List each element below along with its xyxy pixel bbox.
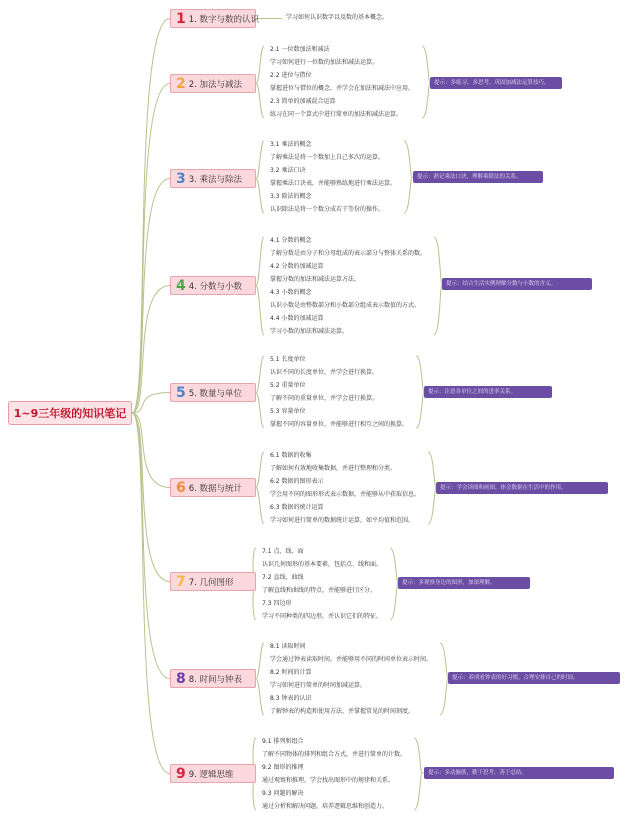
branch-details-8 [270, 640, 432, 718]
note-bracket-bottom-9 [414, 773, 422, 810]
detail-bracket-bottom-6 [256, 488, 264, 525]
detail-bracket-bottom-4 [256, 286, 264, 336]
tip-note-6[interactable]: 提示：学会读图和画图，体会数据在生活中的作用。 [436, 482, 608, 494]
note-bracket-bottom-8 [440, 678, 448, 715]
detail-line: 了解分数是由分子和分母组成的表示部分与整体关系的数。 [270, 250, 427, 257]
detail-bracket-bottom-3 [256, 179, 264, 214]
detail-line: 学习如何进行简单的数据统计运算，如平均值和范围。 [270, 517, 415, 524]
detail-line: 9.1 排列和组合 [262, 738, 304, 745]
detail-line: 学习如何进行简单的时间加减运算。 [270, 682, 367, 689]
branch-details-7 [262, 545, 382, 623]
branch-label: 2. 加法与减法 [188, 79, 243, 90]
branch-label: 3. 乘法与除法 [188, 174, 243, 185]
branch-node-4[interactable] [170, 276, 256, 295]
branch-number: 6 [176, 479, 186, 496]
detail-line: 3.3 除法的概念 [270, 193, 312, 200]
detail-bracket-top-5 [256, 356, 264, 393]
detail-line: 7.2 直线、曲线 [262, 574, 304, 581]
note-bracket-bottom-5 [416, 392, 424, 428]
detail-line: 掌握乘法口诀表，并能够熟练地进行乘法运算。 [270, 180, 397, 187]
detail-bracket-top-6 [256, 452, 264, 488]
note-bracket-top-5 [416, 356, 424, 392]
note-bracket-bottom-6 [428, 488, 436, 524]
branch-label: 6. 数据与统计 [188, 483, 243, 494]
tip-note-9[interactable]: 提示：多动脑筋，勤于思考，善于总结。 [424, 767, 614, 779]
tip-note-8[interactable]: 提示：养成看钟表的好习惯，合理安排自己的时间。 [448, 672, 620, 684]
detail-line: 3.1 乘法的概念 [270, 141, 312, 148]
detail-line: 学会用不同的图形形式表示数据，并能够从中获取信息。 [270, 491, 421, 498]
root-link-8 [132, 413, 170, 679]
detail-bracket-top-4 [256, 237, 264, 286]
detail-line: 认识除法是将一个数分成若干等份的操作。 [270, 206, 385, 213]
branch-node-9[interactable] [170, 764, 256, 783]
branch-node-5[interactable] [170, 383, 256, 402]
detail-line: 2.3 简单的加减混合运算 [270, 98, 336, 105]
branch-number: 8 [176, 670, 186, 687]
branch-number: 1 [176, 10, 186, 27]
detail-line: 练习在同一个算式中进行简单的加法和减法运算。 [270, 111, 403, 118]
detail-line: 3.2 乘法口诀 [270, 167, 306, 174]
branch-node-8[interactable] [170, 669, 256, 688]
branch-node-7[interactable] [170, 572, 256, 591]
branch-node-3[interactable] [170, 169, 256, 188]
root-link-2 [132, 84, 170, 414]
detail-line: 了解如何有效地收集数据，并进行整理和分类。 [270, 465, 397, 472]
branch-label: 4. 分数与小数 [188, 281, 243, 292]
detail-line: 2.2 进位与借位 [270, 72, 312, 79]
detail-bracket-top-2 [256, 46, 264, 84]
root-node[interactable]: 1~9三年级的知识笔记 [8, 401, 132, 425]
note-bracket-bottom-4 [434, 284, 442, 335]
detail-line: 7.1 点、线、面 [262, 548, 304, 555]
note-bracket-bottom-7 [390, 583, 398, 620]
detail-line: 6.2 数据的图形表示 [270, 478, 324, 485]
branch-number: 4 [176, 277, 186, 294]
detail-line: 4.3 小数的概念 [270, 289, 312, 296]
note-bracket-top-3 [404, 141, 412, 177]
detail-line: 5.3 容量单位 [270, 408, 306, 415]
branch-label: 8. 时间与钟表 [188, 674, 243, 685]
detail-line: 学习小数的加法和减法运算。 [270, 328, 349, 335]
branch-number: 9 [176, 765, 186, 782]
branch-label: 7. 几何图形 [188, 577, 234, 588]
detail-bracket-bottom-5 [256, 393, 264, 429]
detail-line: 7.3 四边形 [262, 600, 292, 607]
tip-note-7[interactable]: 提示：多观察身边的图形，加深理解。 [398, 577, 530, 589]
detail-line: 4.2 分数的加减运算 [270, 263, 324, 270]
detail-line: 了解钟表的构造和使用方法，并掌握常见的时间刻度。 [270, 708, 415, 715]
detail-line: 学会通过钟表读取时间，并能够用不同的时间单位表示时间。 [270, 656, 433, 663]
note-bracket-top-8 [440, 643, 448, 678]
branch-number: 3 [176, 170, 186, 187]
detail-line: 通过观察和推理，学会找出图形中的规律和关系。 [262, 777, 395, 784]
detail-bracket-bottom-8 [256, 679, 264, 716]
detail-line: 5.2 重量单位 [270, 382, 306, 389]
detail-line: 认识小数是由整数部分和小数部分组成表示数值的方式。 [270, 302, 421, 309]
detail-line: 学习如何认识数字以及数的基本概念。 [286, 14, 389, 21]
tip-note-2[interactable]: 提示：多练习、多思考，巩固加减法运算技巧。 [430, 77, 562, 89]
detail-line: 8.1 读取时间 [270, 643, 306, 650]
branch-details-3 [270, 138, 396, 216]
detail-line: 4.1 分数的概念 [270, 237, 312, 244]
note-bracket-bottom-2 [422, 83, 430, 118]
note-bracket-top-9 [414, 738, 422, 773]
branch-details-4 [270, 234, 426, 338]
detail-bracket-top-3 [256, 141, 264, 179]
detail-line: 学习如何进行一位数的加法和减法运算。 [270, 59, 379, 66]
detail-line: 了解不同物体的排列和组合方式，并进行简单的计数。 [262, 751, 407, 758]
detail-line: 掌握分数的加法和减法运算方法。 [270, 276, 361, 283]
branch-details-9 [262, 735, 406, 813]
root-link-9 [132, 413, 170, 774]
detail-line: 了解乘法是将一个数加上自己多次的运算。 [270, 154, 385, 161]
detail-line: 6.1 数据的收集 [270, 452, 312, 459]
detail-line: 5.1 长度单位 [270, 356, 306, 363]
branch-number: 2 [176, 75, 186, 92]
branch-label: 9. 逻辑思维 [188, 769, 234, 780]
branch-details-5 [270, 353, 408, 431]
branch-label: 5. 数量与单位 [188, 388, 243, 399]
branch-details-2 [270, 43, 414, 121]
root-link-7 [132, 413, 170, 582]
detail-line: 掌握进位与借位的概念，并学会在加法和减法中应用。 [270, 85, 415, 92]
branch-details-6 [270, 449, 420, 527]
note-bracket-top-4 [434, 237, 442, 284]
branch-details-1 [286, 11, 388, 24]
note-bracket-top-2 [422, 46, 430, 83]
tip-note-3[interactable]: 提示：熟记乘法口诀，理解乘除法的关系。 [413, 171, 543, 183]
detail-line: 了解不同的重量单位，并学会进行换算。 [270, 395, 379, 402]
detail-bracket-bottom-2 [256, 84, 264, 119]
detail-line: 8.3 钟表的认识 [270, 695, 312, 702]
detail-line: 认识不同的长度单位，并学会进行换算。 [270, 369, 379, 376]
note-bracket-top-7 [390, 548, 398, 583]
branch-number: 5 [176, 384, 186, 401]
tip-note-5[interactable]: 提示：注意各单位之间的进率关系。 [424, 386, 552, 398]
detail-line: 9.3 问题的解决 [262, 790, 304, 797]
detail-line: 9.2 图形的推理 [262, 764, 304, 771]
note-bracket-bottom-3 [404, 177, 412, 213]
detail-line: 认识几何图形的基本要素，包括点、线和面。 [262, 561, 383, 568]
note-bracket-top-6 [428, 452, 436, 488]
detail-line: 6.3 数据的统计运算 [270, 504, 324, 511]
branch-node-2[interactable] [170, 74, 256, 93]
branch-node-1[interactable] [170, 9, 260, 28]
tip-note-4[interactable]: 提示：结合生活实例理解分数与小数的含义。 [442, 278, 592, 290]
detail-line: 掌握不同的容量单位，并能够进行相互之间的换算。 [270, 421, 409, 428]
detail-line: 了解直线和曲线的特点，并能够进行区分。 [262, 587, 377, 594]
branch-label: 1. 数字与数的认识 [188, 14, 260, 25]
branch-number: 7 [176, 573, 186, 590]
detail-line: 学习不同种类的四边形，并认识它们的特征。 [262, 613, 383, 620]
branch-node-6[interactable] [170, 478, 256, 497]
detail-line: 8.2 时间的计算 [270, 669, 312, 676]
detail-line: 2.1 一位数加法和减法 [270, 46, 330, 53]
root-link-1 [132, 19, 170, 414]
root-link-3 [132, 179, 170, 414]
detail-line: 通过分析和解决问题，培养逻辑思维和创造力。 [262, 803, 389, 810]
detail-line: 4.4 小数的加减运算 [270, 315, 324, 322]
detail-bracket-top-8 [256, 643, 264, 679]
